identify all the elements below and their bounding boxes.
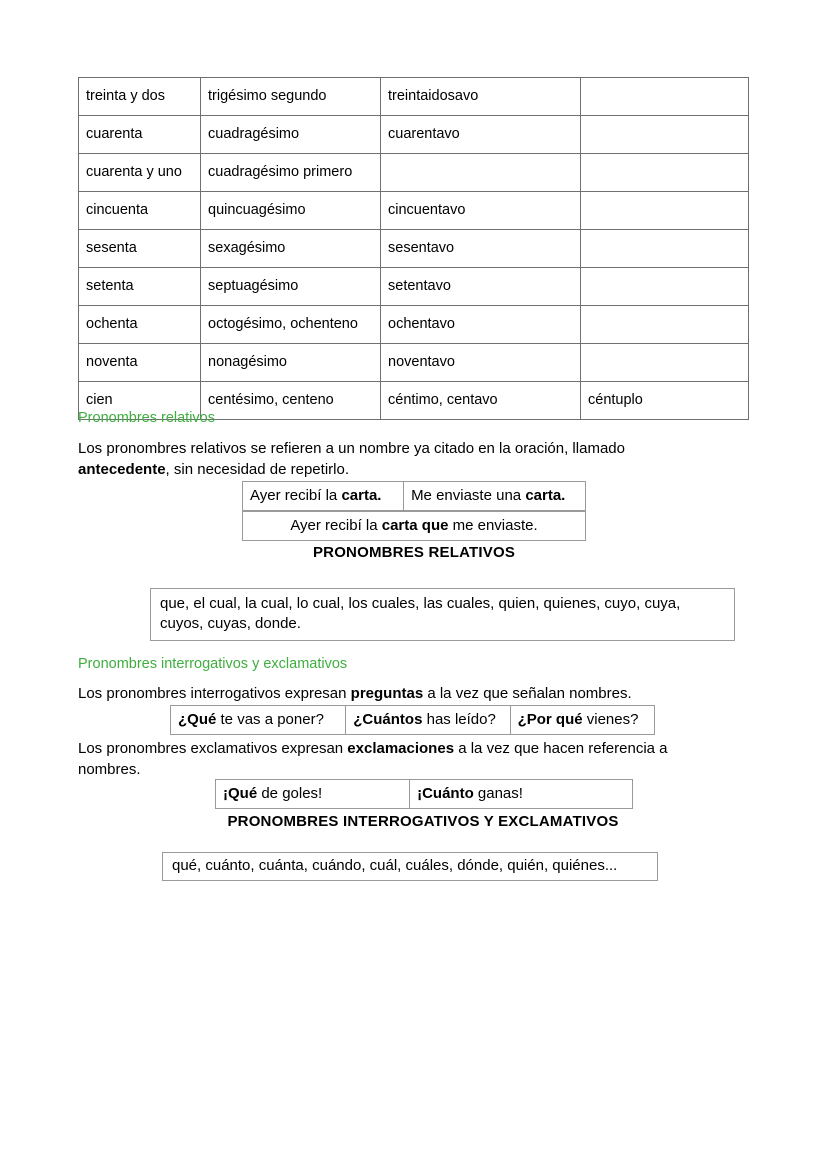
paragraph-relativos-text-2: , sin necesidad de repetirlo. (165, 461, 349, 478)
table-cell-cardinal: cien (79, 382, 201, 420)
paragraph-relativos-bold-antecedente: antecedente (78, 461, 166, 478)
example-cell-cuanto-ganas (409, 780, 632, 808)
table-cell-cardinal: ochenta (79, 306, 201, 344)
example-cell-carta-1 (243, 482, 403, 510)
paragraph-relativos (78, 438, 718, 480)
table-row (79, 154, 749, 192)
example-cell-por-que-vienes (510, 706, 654, 734)
example-cell-carta-1-text: Ayer recibí la (250, 487, 342, 504)
table-cell-fraccionario (381, 154, 581, 192)
caption-pronombres-relativos: PRONOMBRES RELATIVOS (312, 544, 516, 561)
table-cell-multiplicativo (581, 154, 749, 192)
example-cell-carta-2-bold: carta. (525, 487, 566, 504)
table-cell-multiplicativo (581, 268, 749, 306)
listbox-pronombres-relativos: que, el cual, la cual, lo cual, los cuales, las cuales, quien, quienes, cuyo, cuya, cuyos, cuyas, donde. (150, 588, 735, 641)
table-cell-multiplicativo (581, 78, 749, 116)
table-cell-ordinal: cuadragésimo primero (201, 154, 381, 192)
table-cell-ordinal: centésimo, centeno (201, 382, 381, 420)
numerals-table-body (79, 78, 749, 420)
example-cell-carta-que-text-1: Ayer recibí la (290, 517, 382, 534)
example-box-exclamativos (215, 779, 633, 809)
table-cell-ordinal: cuadragésimo (201, 116, 381, 154)
paragraph-exclamativos (78, 738, 726, 780)
table-row (79, 344, 749, 382)
table-cell-cardinal: noventa (79, 344, 201, 382)
table-cell-ordinal: septuagésimo (201, 268, 381, 306)
table-cell-cardinal: cuarenta y uno (79, 154, 201, 192)
table-cell-ordinal: quincuagésimo (201, 192, 381, 230)
numerals-table (78, 77, 749, 420)
table-cell-cardinal: cincuenta (79, 192, 201, 230)
paragraph-interrogativos-text-1: Los pronombres interrogativos expresan (78, 685, 351, 702)
example-cell-que-te-vas (171, 706, 345, 734)
example-cell-cuantos-bold: ¿Cuántos (353, 711, 423, 728)
example-cell-carta-2-text: Me enviaste una (411, 487, 526, 504)
paragraph-interrogativos-bold-preguntas: preguntas (350, 685, 424, 702)
table-cell-multiplicativo (581, 116, 749, 154)
section-heading-interrogativos-exclamativos: Pronombres interrogativos y exclamativos (78, 656, 348, 672)
table-cell-fraccionario: sesentavo (381, 230, 581, 268)
table-cell-ordinal: sexagésimo (201, 230, 381, 268)
example-cell-carta-1-bold: carta. (341, 487, 382, 504)
example-cell-cuantos-has-leido (345, 706, 509, 734)
example-box-carta-que (242, 511, 586, 541)
paragraph-exclamativos-text-2: a la vez que hacen referencia a nombres. (78, 740, 668, 778)
table-row (79, 306, 749, 344)
paragraph-exclamativos-bold-exclamaciones: exclamaciones (347, 740, 455, 757)
example-box-carta-top (242, 481, 586, 511)
example-cell-carta-que-text-2: me enviaste. (448, 517, 538, 534)
table-cell-fraccionario: céntimo, centavo (381, 382, 581, 420)
table-cell-fraccionario: noventavo (381, 344, 581, 382)
table-row (79, 268, 749, 306)
example-cell-cuantos-rest: has leído? (422, 711, 496, 728)
table-cell-cardinal: treinta y dos (79, 78, 201, 116)
example-cell-carta-que (243, 512, 585, 540)
caption-pronombres-interrogativos-exclamativos: PRONOMBRES INTERROGATIVOS Y EXCLAMATIVOS (227, 813, 619, 830)
table-cell-multiplicativo (581, 306, 749, 344)
paragraph-interrogativos-text-2: a la vez que señalan nombres. (423, 685, 632, 702)
example-cell-que-excl-rest: de goles! (257, 785, 323, 802)
example-cell-que-excl-bold: ¡Qué (223, 785, 258, 802)
example-cell-cuanto-excl-rest: ganas! (473, 785, 523, 802)
table-cell-fraccionario: setentavo (381, 268, 581, 306)
listbox-pronombres-interrogativos: qué, cuánto, cuánta, cuándo, cuál, cuáles, dónde, quién, quiénes... (162, 852, 658, 881)
example-box-interrogativos (170, 705, 655, 735)
example-cell-por-que-rest: vienes? (582, 711, 639, 728)
paragraph-relativos-text-1: Los pronombres relativos se refieren a un nombre ya citado en la oración, llamado (78, 440, 625, 457)
table-cell-ordinal: nonagésimo (201, 344, 381, 382)
table-cell-multiplicativo (581, 230, 749, 268)
table-row (79, 116, 749, 154)
table-cell-multiplicativo (581, 192, 749, 230)
table-cell-multiplicativo: céntuplo (581, 382, 749, 420)
table-cell-cardinal: setenta (79, 268, 201, 306)
paragraph-exclamativos-text-1: Los pronombres exclamativos expresan (78, 740, 348, 757)
table-row (79, 192, 749, 230)
paragraph-interrogativos (78, 683, 728, 704)
section-heading-relativos: Pronombres relativos (78, 410, 215, 426)
example-cell-que-rest: te vas a poner? (216, 711, 324, 728)
example-cell-carta-que-bold: carta que (381, 517, 449, 534)
table-cell-fraccionario: ochentavo (381, 306, 581, 344)
table-row (79, 230, 749, 268)
table-cell-cardinal: sesenta (79, 230, 201, 268)
table-cell-fraccionario: cuarentavo (381, 116, 581, 154)
example-cell-que-bold: ¿Qué (178, 711, 217, 728)
table-cell-ordinal: trigésimo segundo (201, 78, 381, 116)
table-cell-ordinal: octogésimo, ochenteno (201, 306, 381, 344)
example-cell-cuanto-excl-bold: ¡Cuánto (417, 785, 474, 802)
example-cell-que-de-goles (216, 780, 409, 808)
table-cell-cardinal: cuarenta (79, 116, 201, 154)
table-cell-fraccionario: treintaidosavo (381, 78, 581, 116)
table-cell-multiplicativo (581, 344, 749, 382)
example-cell-carta-2 (403, 482, 585, 510)
table-cell-fraccionario: cincuentavo (381, 192, 581, 230)
example-cell-por-que-bold: ¿Por qué (517, 711, 583, 728)
table-row (79, 78, 749, 116)
